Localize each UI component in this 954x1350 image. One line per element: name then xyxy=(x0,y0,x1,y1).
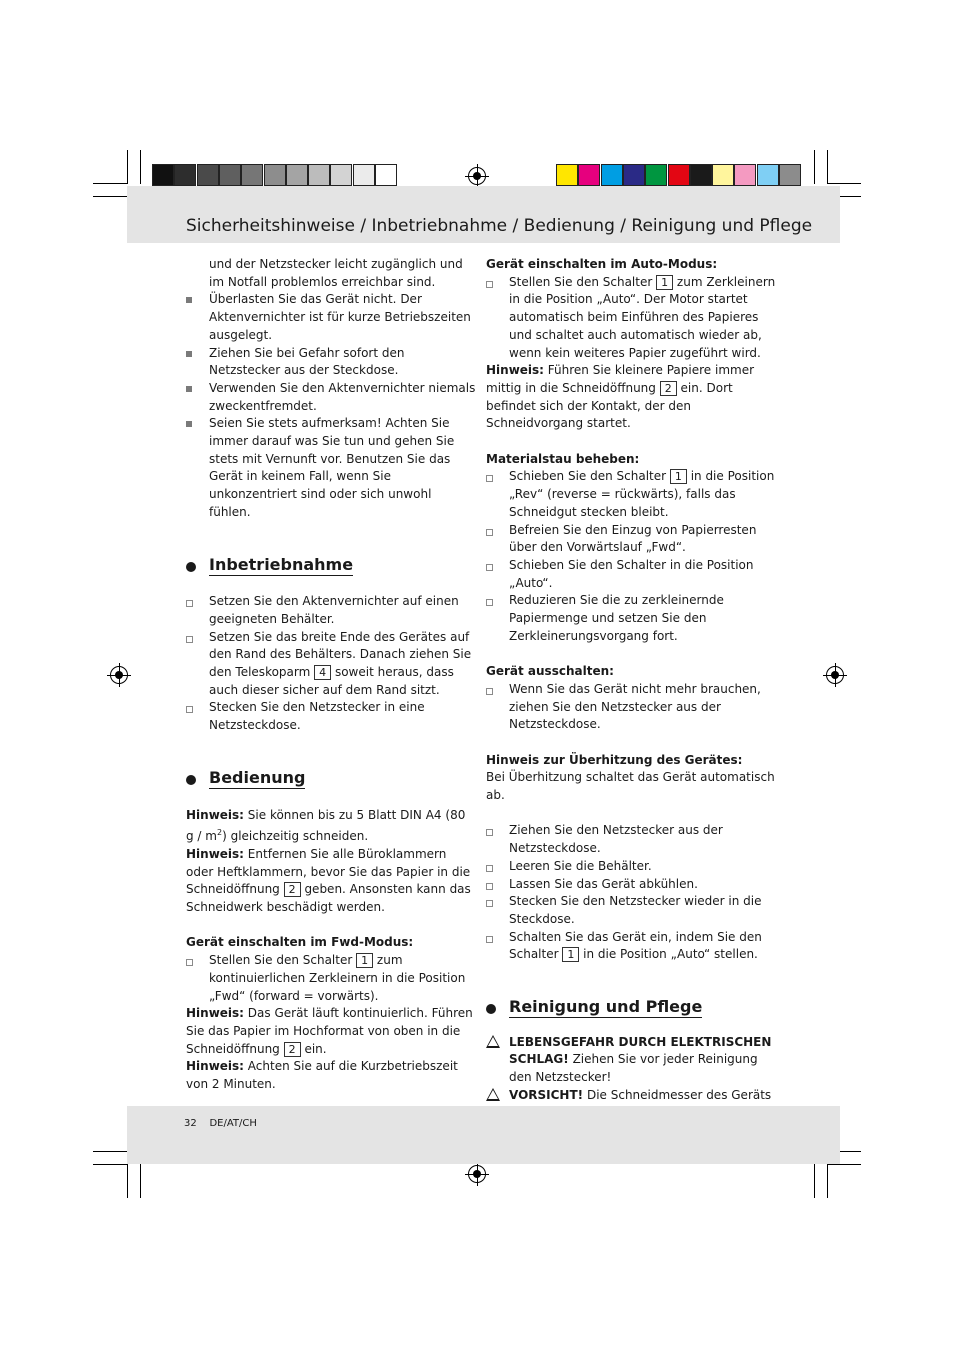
section-heading-bedienung xyxy=(186,769,476,787)
color-swatch xyxy=(197,164,219,186)
list-item xyxy=(186,345,476,380)
part-number-badge: 1 xyxy=(356,953,373,968)
note-text: Achten Sie auf die Kurzbetriebszeit von 2 Minuten. xyxy=(186,1059,458,1092)
part-number-badge: 4 xyxy=(314,665,331,680)
crop-mark xyxy=(93,1164,127,1165)
color-swatch xyxy=(353,164,375,186)
list-item-text: Stellen Sie den Schalter xyxy=(509,274,657,289)
square-bullet-icon xyxy=(186,297,192,303)
note-text: Entfernen Sie alle Büroklammern oder Heftklammern, bevor Sie das Papier in die Schneidöffnung xyxy=(186,846,471,897)
list-item-text: Stecken Sie den Netzstecker in eine Netzsteckdose. xyxy=(209,700,425,733)
part-number-badge: 2 xyxy=(660,381,677,396)
note-text: Sie können bis zu 5 Blatt DIN A4 (80 g / m xyxy=(186,807,466,844)
color-swatch xyxy=(623,164,645,186)
square-bullet-icon xyxy=(186,421,192,427)
warning-triangle-icon xyxy=(486,1088,500,1101)
section-title: Bedienung xyxy=(209,767,306,787)
list-item-text: Setzen Sie den Aktenvernichter auf einen geeigneten Behälter. xyxy=(209,594,459,626)
part-number-badge: 2 xyxy=(284,1042,301,1057)
color-swatch xyxy=(645,164,667,186)
subheading: Gerät einschalten im Fwd-Modus: xyxy=(186,935,414,950)
checkbox-bullet-icon xyxy=(486,564,493,571)
crop-mark xyxy=(814,150,815,184)
note-text: ein. xyxy=(300,1041,327,1056)
bullet-dot-icon xyxy=(186,775,196,785)
list-item-text: zum kontinuierlichen Zerkleinern in die Position „Fwd“ (forward = vorwärts). xyxy=(209,953,466,1003)
superscript: 2 xyxy=(216,828,223,838)
list-item-text: Wenn Sie das Gerät nicht mehr brauchen, ziehen Sie den Netzstecker aus der Netzsteckdose. xyxy=(509,681,761,732)
subheading: Gerät einschalten im Auto-Modus: xyxy=(486,257,718,271)
note-text: Das Gerät läuft kontinuierlich. Führen Sie das Papier im Hochformat von oben in die Schneidöffnung xyxy=(186,1006,473,1056)
crop-mark xyxy=(93,1151,127,1152)
note-label: Hinweis: xyxy=(186,1059,244,1074)
color-swatch xyxy=(286,164,308,186)
list-item xyxy=(186,593,476,628)
note-text: ) gleichzeitig schneiden. xyxy=(222,829,369,844)
list-item xyxy=(486,681,776,734)
list-item xyxy=(186,699,476,734)
crop-mark xyxy=(127,1164,128,1198)
color-swatch xyxy=(219,164,241,186)
list-item-text: und der Netzstecker leicht zugänglich und im Notfall problemlos erreichbar sind. xyxy=(209,257,463,289)
note-paragraph xyxy=(486,362,776,433)
checkbox-bullet-icon xyxy=(486,883,493,890)
note-text: Führen Sie kleinere Papiere immer mittig in die Schneidöffnung xyxy=(486,363,755,395)
checkbox-bullet-icon xyxy=(486,529,493,536)
registration-mark-icon xyxy=(826,666,844,684)
section-heading-reinigung xyxy=(486,998,776,1016)
checkbox-bullet-icon xyxy=(486,688,493,695)
list-item xyxy=(486,822,776,857)
list-item xyxy=(486,876,776,894)
list-item-text: Ziehen Sie den Netzstecker aus der Netzsteckdose. xyxy=(509,823,723,856)
color-swatch xyxy=(779,164,801,186)
footer-text xyxy=(184,1118,257,1129)
warning-text: Ziehen Sie vor jeder Reinigung den Netzstecker! xyxy=(509,1052,758,1085)
list-item xyxy=(186,952,476,1005)
list-item xyxy=(486,893,776,928)
crop-mark xyxy=(827,1164,861,1165)
list-item-text: Stecken Sie den Netzstecker wieder in die Steckdose. xyxy=(509,894,762,926)
part-number-badge: 1 xyxy=(656,275,673,290)
list-item-text: Schieben Sie den Schalter xyxy=(509,469,670,484)
page-title: Sicherheitshinweise / Inbetriebnahme / Bedienung / Reinigung und Pflege xyxy=(186,216,813,236)
note-label: Hinweis: xyxy=(186,1006,244,1021)
checkbox-bullet-icon xyxy=(486,936,493,943)
color-swatch xyxy=(174,164,196,186)
registration-mark-icon xyxy=(110,666,128,684)
checkbox-bullet-icon xyxy=(186,636,193,643)
color-swatch xyxy=(152,164,174,186)
note-label: Hinweis: xyxy=(486,363,544,378)
page-header xyxy=(127,186,840,243)
page-footer xyxy=(127,1106,840,1164)
part-number-badge: 2 xyxy=(284,882,301,897)
bullet-dot-icon xyxy=(486,1004,496,1014)
list-item xyxy=(486,929,776,964)
list-item-text: Ziehen Sie bei Gefahr sofort den Netzstecker aus der Steckdose. xyxy=(209,345,405,378)
warning-label: LEBENSGEFAHR DURCH ELEKTRISCHEN SCHLAG! xyxy=(509,1034,772,1067)
list-item-text: in die Position „Rev“ (reverse = rückwärts), falls das Schneidgut stecken bleibt. xyxy=(509,469,775,519)
list-item xyxy=(186,291,476,344)
part-number-badge: 1 xyxy=(670,469,687,484)
list-item-text: Stellen Sie den Schalter xyxy=(209,953,357,968)
list-item xyxy=(486,592,776,645)
note-paragraph xyxy=(186,1005,476,1058)
note-paragraph xyxy=(186,807,476,846)
list-item-text: Leeren Sie die Behälter. xyxy=(509,858,652,873)
checkbox-bullet-icon xyxy=(186,600,193,607)
color-swatch xyxy=(668,164,690,186)
part-number-badge: 1 xyxy=(562,947,579,962)
list-item xyxy=(486,858,776,876)
checkbox-bullet-icon xyxy=(186,706,193,713)
color-swatch xyxy=(556,164,578,186)
square-bullet-icon xyxy=(186,386,192,392)
list-item-text: Schalten Sie das Gerät ein, indem Sie den Schalter xyxy=(509,929,762,962)
checkbox-bullet-icon xyxy=(486,829,493,836)
checkbox-bullet-icon xyxy=(486,865,493,872)
list-item xyxy=(486,274,776,363)
left-column xyxy=(186,256,476,1094)
crop-mark xyxy=(93,183,127,184)
list-item-text: Verwenden Sie den Aktenvernichter niemals zweckentfremdet. xyxy=(209,380,476,413)
color-swatch xyxy=(308,164,330,186)
color-swatch xyxy=(375,164,397,186)
color-swatch xyxy=(734,164,756,186)
list-item xyxy=(186,256,476,291)
list-item xyxy=(486,468,776,521)
list-item-text: Setzen Sie das breite Ende des Gerätes auf den Rand des Behälters. Danach ziehen Sie den Teleskoparm xyxy=(209,629,472,680)
list-item xyxy=(486,522,776,557)
subheading: Gerät ausschalten: xyxy=(486,664,614,679)
section-title: Inbetriebnahme xyxy=(209,554,354,574)
list-item-text: Seien Sie stets aufmerksam! Achten Sie immer darauf was Sie tun und gehen Sie stets mit Vernunft vor. Benutzen Sie das Gerät in keinem Fall, wenn Sie unkonzentriert sind oder sich unwohl fühlen. xyxy=(209,416,455,519)
list-item-text: soweit heraus, dass auch dieser sicher auf dem Rand sitzt. xyxy=(209,665,454,697)
crop-mark xyxy=(127,150,128,184)
checkbox-bullet-icon xyxy=(486,900,493,907)
crop-mark xyxy=(827,183,861,184)
crop-mark xyxy=(140,1164,141,1198)
list-item-text: Schieben Sie den Schalter in die Position „Auto“. xyxy=(509,557,754,590)
list-item-text: Befreien Sie den Einzug von Papierresten über den Vorwärtslauf „Fwd“. xyxy=(509,522,757,555)
section-title: Reinigung und Pflege xyxy=(509,997,703,1017)
list-item-text: zum Zerkleinern in die Position „Auto“. Der Motor startet automatisch beim Einführen des Papieres und schaltet auch automatisch wieder ab, wenn kein weiteres Papier zugeführt wird. xyxy=(509,274,776,360)
square-bullet-icon xyxy=(186,351,192,357)
registration-mark-icon xyxy=(468,1165,486,1183)
note-label: Hinweis: xyxy=(186,807,244,822)
color-swatch xyxy=(712,164,734,186)
note-paragraph xyxy=(186,1058,476,1093)
list-item xyxy=(486,557,776,592)
checkbox-bullet-icon xyxy=(486,599,493,606)
note-label: Hinweis: xyxy=(186,846,244,861)
warning-item xyxy=(486,1034,776,1087)
color-swatch xyxy=(690,164,712,186)
color-swatch xyxy=(241,164,263,186)
paragraph: Bei Überhitzung schaltet das Gerät automatisch ab. xyxy=(486,770,775,803)
color-swatch xyxy=(264,164,286,186)
note-text: geben. Ansonsten kann das Schneidwerk beschädigt werden. xyxy=(186,882,471,915)
right-column xyxy=(486,256,776,1122)
page-number: 32 xyxy=(184,1118,197,1129)
subheading: Hinweis zur Überhitzung des Gerätes: xyxy=(486,752,743,767)
list-item-text: Lassen Sie das Gerät abkühlen. xyxy=(509,876,698,891)
crop-mark xyxy=(827,150,828,184)
note-text: ein. Dort befindet sich der Kontakt, der den Schneidvorgang startet. xyxy=(486,380,733,431)
checkbox-bullet-icon xyxy=(486,281,493,288)
list-item-text: in die Position „Auto“ stellen. xyxy=(579,947,758,962)
note-paragraph xyxy=(186,846,476,917)
color-swatch xyxy=(601,164,623,186)
registration-mark-icon xyxy=(468,167,486,185)
list-item-text: Überlasten Sie das Gerät nicht. Der Aktenvernichter ist für kurze Betriebszeiten ausgelegt. xyxy=(209,292,471,342)
subheading: Materialstau beheben: xyxy=(486,451,640,466)
warning-text: Die Schneidmesser des Geräts xyxy=(586,1087,772,1102)
list-item xyxy=(186,415,476,521)
list-item xyxy=(186,380,476,415)
list-item-text: Reduzieren Sie die zu zerkleinernde Papiermenge und setzen Sie den Zerkleinerungsvorgang fort. xyxy=(509,593,724,643)
list-item xyxy=(186,629,476,700)
checkbox-bullet-icon xyxy=(486,475,493,482)
warning-triangle-icon xyxy=(486,1035,500,1048)
crop-mark xyxy=(827,1164,828,1198)
language-code: DE/AT/CH xyxy=(209,1118,257,1129)
color-swatch xyxy=(578,164,600,186)
bullet-dot-icon xyxy=(186,562,196,572)
crop-mark xyxy=(140,150,141,184)
crop-mark xyxy=(93,196,127,197)
warning-label: VORSICHT! xyxy=(509,1087,584,1102)
color-swatch xyxy=(330,164,352,186)
color-swatch xyxy=(757,164,779,186)
section-heading-inbetriebnahme xyxy=(186,556,476,574)
checkbox-bullet-icon xyxy=(186,959,193,966)
crop-mark xyxy=(814,1164,815,1198)
